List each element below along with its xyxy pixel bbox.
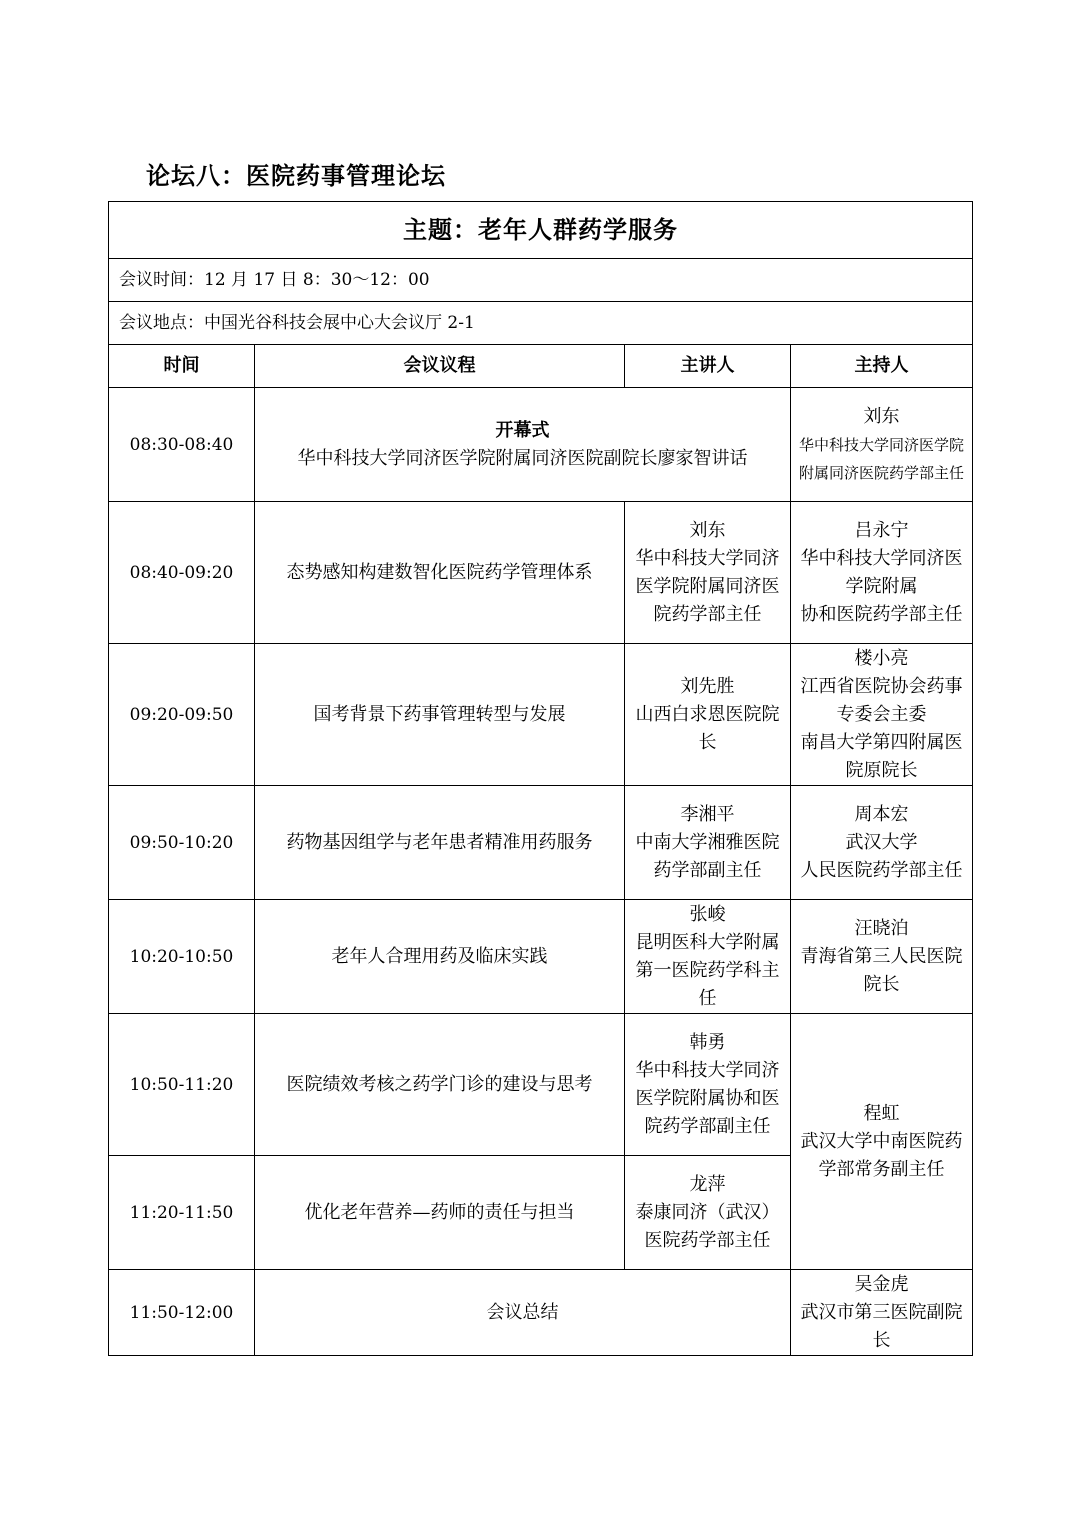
time-cell: 11:20-11:50 bbox=[109, 1156, 255, 1270]
host-title: 武汉大学 bbox=[845, 831, 918, 853]
speaker-name: 韩勇 bbox=[689, 1031, 726, 1053]
header-agenda: 会议议程 bbox=[255, 345, 625, 388]
header-time: 时间 bbox=[109, 345, 255, 388]
speaker-cell bbox=[625, 1014, 791, 1156]
speaker-title: 昆明医科大学附属第一医院药学科主任 bbox=[635, 931, 780, 1009]
agenda-title: 开幕式 bbox=[495, 419, 550, 441]
table-row bbox=[109, 1014, 973, 1156]
host-title: 南昌大学第四附属医院原院长 bbox=[800, 731, 963, 781]
host-title: 华中科技大学同济医学院附属同济医院药学部主任 bbox=[798, 435, 964, 482]
header-speaker: 主讲人 bbox=[625, 345, 791, 388]
time-cell: 10:20-10:50 bbox=[109, 900, 255, 1014]
time-cell: 08:40-09:20 bbox=[109, 502, 255, 644]
speaker-title: 华中科技大学同济医学院附属协和医院药学部副主任 bbox=[635, 1059, 780, 1137]
table-row bbox=[109, 900, 973, 1014]
agenda-cell: 国考背景下药事管理转型与发展 bbox=[255, 644, 625, 786]
speaker-cell bbox=[625, 1156, 791, 1270]
speaker-name: 张峻 bbox=[689, 903, 726, 925]
host-name: 吕永宁 bbox=[854, 519, 909, 541]
host-name: 汪晓泊 bbox=[854, 917, 909, 939]
meeting-place: 会议地点：中国光谷科技会展中心大会议厅 2-1 bbox=[109, 302, 973, 345]
speaker-name: 李湘平 bbox=[680, 803, 735, 825]
agenda-cell: 老年人合理用药及临床实践 bbox=[255, 900, 625, 1014]
host-cell bbox=[791, 1014, 973, 1270]
host-cell bbox=[791, 644, 973, 786]
time-cell: 09:20-09:50 bbox=[109, 644, 255, 786]
host-title: 武汉大学中南医院药学部常务副主任 bbox=[800, 1130, 963, 1180]
host-cell bbox=[791, 900, 973, 1014]
agenda-cell bbox=[255, 388, 791, 502]
table-row bbox=[109, 644, 973, 786]
agenda-cell: 会议总结 bbox=[255, 1270, 791, 1356]
host-title: 人民医院药学部主任 bbox=[800, 859, 963, 881]
time-cell: 08:30-08:40 bbox=[109, 388, 255, 502]
agenda-cell: 态势感知构建数智化医院药学管理体系 bbox=[255, 502, 625, 644]
host-name: 程虹 bbox=[863, 1102, 900, 1124]
host-title: 协和医院药学部主任 bbox=[800, 603, 963, 625]
time-cell: 11:50-12:00 bbox=[109, 1270, 255, 1356]
time-cell: 09:50-10:20 bbox=[109, 786, 255, 900]
host-title: 武汉市第三医院副院长 bbox=[800, 1301, 963, 1351]
host-cell bbox=[791, 502, 973, 644]
theme-title: 主题：老年人群药学服务 bbox=[109, 202, 973, 259]
host-name: 刘东 bbox=[863, 405, 900, 427]
speaker-name: 刘东 bbox=[689, 519, 726, 541]
speaker-name: 刘先胜 bbox=[680, 675, 735, 697]
host-name: 周本宏 bbox=[854, 803, 909, 825]
speaker-title: 泰康同济（武汉）医院药学部主任 bbox=[635, 1201, 780, 1251]
table-row bbox=[109, 786, 973, 900]
speaker-cell bbox=[625, 900, 791, 1014]
host-title: 青海省第三人民医院院长 bbox=[800, 945, 963, 995]
host-title: 华中科技大学同济医学院附属 bbox=[800, 547, 963, 597]
table-row bbox=[109, 388, 973, 502]
header-host: 主持人 bbox=[791, 345, 973, 388]
agenda-cell: 药物基因组学与老年患者精准用药服务 bbox=[255, 786, 625, 900]
host-name: 楼小亮 bbox=[854, 647, 909, 669]
host-cell bbox=[791, 388, 973, 502]
host-name: 吴金虎 bbox=[854, 1273, 909, 1295]
host-cell bbox=[791, 1270, 973, 1356]
speaker-cell bbox=[625, 502, 791, 644]
agenda-table bbox=[108, 201, 973, 1356]
speaker-title: 山西白求恩医院院长 bbox=[635, 703, 780, 753]
forum-title: 论坛八：医院药事管理论坛 bbox=[146, 162, 446, 190]
table-row bbox=[109, 502, 973, 644]
table-row bbox=[109, 1270, 973, 1356]
speaker-cell bbox=[625, 644, 791, 786]
speaker-name: 龙萍 bbox=[689, 1173, 726, 1195]
table-header bbox=[109, 345, 973, 388]
meeting-time: 会议时间：12 月 17 日 8：30～12：00 bbox=[109, 259, 973, 302]
speaker-title: 华中科技大学同济医学院附属同济医院药学部主任 bbox=[635, 547, 780, 625]
speaker-cell bbox=[625, 786, 791, 900]
speaker-title: 中南大学湘雅医院药学部副主任 bbox=[635, 831, 780, 881]
host-cell bbox=[791, 786, 973, 900]
agenda-cell: 医院绩效考核之药学门诊的建设与思考 bbox=[255, 1014, 625, 1156]
agenda-text: 华中科技大学同济医学院附属同济医院副院长廖家智讲话 bbox=[297, 447, 748, 469]
agenda-cell: 优化老年营养—药师的责任与担当 bbox=[255, 1156, 625, 1270]
time-cell: 10:50-11:20 bbox=[109, 1014, 255, 1156]
host-title: 江西省医院协会药事专委会主委 bbox=[800, 675, 963, 725]
